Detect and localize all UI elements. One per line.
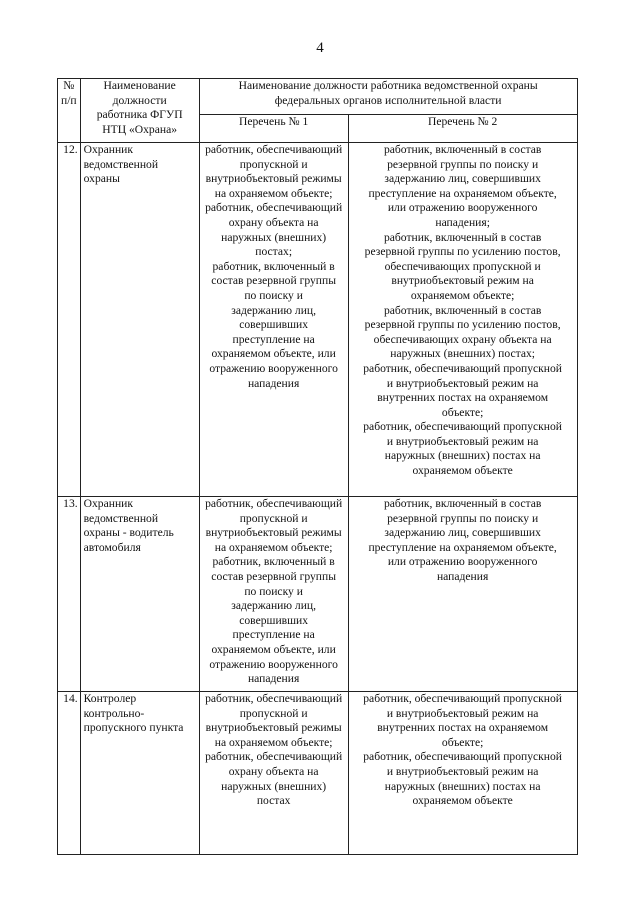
list1-line: пропускной и bbox=[239, 157, 308, 171]
list1-line: работник, обеспечивающий bbox=[205, 201, 343, 215]
header-group-line: федеральных органов исполнительной власти bbox=[274, 93, 502, 107]
list2-line: или отражению вооруженного bbox=[387, 201, 538, 215]
list2-line: преступление на охраняемом объекте, bbox=[368, 186, 557, 200]
header-list2-cell bbox=[348, 115, 577, 143]
page-number: 4 bbox=[316, 40, 324, 56]
list1-line: на охраняемом объекте; bbox=[214, 186, 333, 200]
list2-cell bbox=[348, 143, 577, 497]
list1-line: нападения bbox=[247, 672, 300, 686]
list1-line: постах bbox=[256, 794, 291, 808]
table-row bbox=[58, 497, 578, 692]
list2-line: наружных (внешних) постах на bbox=[384, 449, 541, 463]
list2-line: работник, обеспечивающий пропускной bbox=[363, 361, 563, 375]
position-line: ведомственной bbox=[83, 511, 159, 525]
row-number-cell bbox=[58, 692, 81, 855]
list1-line: по поиску и bbox=[244, 288, 303, 302]
header-num-line: п/п bbox=[61, 93, 77, 107]
position-line: Охранник bbox=[83, 143, 133, 156]
position-line: автомобиля bbox=[83, 540, 141, 554]
list1-line: внутриобъектовый режимы bbox=[205, 721, 342, 735]
list2-line: задержанию лиц, совершивших bbox=[384, 172, 541, 186]
list2-line: работник, обеспечивающий пропускной bbox=[363, 750, 563, 764]
list1-cell bbox=[199, 497, 348, 692]
list1-line: на охраняемом объекте; bbox=[214, 735, 333, 749]
header-position-line: НТЦ «Охрана» bbox=[102, 122, 178, 136]
list1-line: задержанию лиц, bbox=[231, 599, 317, 613]
list2-line: и внутриобъектовый режим на bbox=[386, 706, 539, 720]
position-cell bbox=[80, 143, 199, 497]
list1-cell bbox=[199, 692, 348, 855]
position-line: Контролер bbox=[83, 692, 137, 705]
position-line: пропускного пункта bbox=[83, 721, 184, 735]
list1-line: отражению вооруженного bbox=[209, 657, 338, 671]
list1-line: работник, включенный в bbox=[212, 555, 335, 569]
list1-line: отражению вооруженного bbox=[209, 361, 338, 375]
list2-line: внутренних постах на охраняемом bbox=[377, 721, 549, 735]
list1-line: совершивших bbox=[239, 613, 309, 627]
list2-line: или отражению вооруженного bbox=[387, 555, 538, 569]
list2-line: работник, включенный в состав bbox=[383, 143, 542, 156]
header-group-line: Наименование должности работника ведомственной охраны bbox=[238, 79, 538, 92]
list2-line: преступление на охраняемом объекте, bbox=[368, 540, 557, 554]
list1-line: преступление на bbox=[232, 628, 315, 642]
list2-line: охраняемом объекте bbox=[412, 464, 513, 478]
table-header-row bbox=[58, 79, 578, 115]
list1-line: работник, включенный в bbox=[212, 259, 335, 273]
list1-line: состав резервной группы bbox=[211, 569, 336, 583]
list2-line: охраняемом объекте bbox=[412, 794, 513, 808]
position-line: ведомственной bbox=[83, 157, 159, 171]
header-position-line: Наименование bbox=[103, 79, 176, 92]
list1-line: на охраняемом объекте; bbox=[214, 540, 333, 554]
table-row bbox=[58, 143, 578, 497]
list1-line: охрану объекта на bbox=[228, 764, 319, 778]
list1-line: наружных (внешних) bbox=[221, 230, 327, 244]
position-line: охраны - водитель bbox=[83, 526, 174, 540]
header-group-cell bbox=[199, 79, 577, 115]
list2-line: наружных (внешних) постах; bbox=[390, 347, 535, 361]
header-list1-cell bbox=[199, 115, 348, 143]
list2-line: резервной группы по поиску и bbox=[387, 157, 539, 171]
header-num-cell bbox=[58, 79, 81, 143]
list2-line: обеспечивающих пропускной и bbox=[384, 259, 541, 273]
list2-line: объекте; bbox=[441, 735, 484, 749]
header-position-cell bbox=[80, 79, 199, 143]
list1-line: охраняемом объекте, или bbox=[211, 642, 336, 656]
list1-line: внутриобъектовый режимы bbox=[205, 172, 342, 186]
list1-line: задержанию лиц, bbox=[231, 303, 317, 317]
list1-line: охрану объекта на bbox=[228, 215, 319, 229]
list1-line: пропускной и bbox=[239, 511, 308, 525]
list2-line: работник, обеспечивающий пропускной bbox=[363, 420, 563, 434]
list2-line: работник, обеспечивающий пропускной bbox=[363, 692, 563, 705]
list1-line: состав резервной группы bbox=[211, 274, 336, 288]
list2-line: наружных (внешних) постах на bbox=[384, 779, 541, 793]
list2-line: обеспечивающих охрану объекта на bbox=[373, 332, 552, 346]
list2-line: нападения; bbox=[435, 215, 490, 229]
header-position-line: должности bbox=[112, 93, 167, 107]
header-position-line: работника ФГУП bbox=[96, 108, 183, 122]
list1-line: по поиску и bbox=[244, 584, 303, 598]
position-cell bbox=[80, 692, 199, 855]
list2-line: резервной группы по усилению постов, bbox=[364, 245, 561, 259]
list1-line: работник, обеспечивающий bbox=[205, 143, 343, 156]
list2-line: задержанию лиц, совершивших bbox=[384, 526, 541, 540]
list2-cell bbox=[348, 497, 577, 692]
list1-line: внутриобъектовый режимы bbox=[205, 526, 342, 540]
header-list1-label: Перечень № 1 bbox=[238, 115, 309, 128]
list1-line: пропускной и bbox=[239, 706, 308, 720]
list2-line: и внутриобъектовый режим на bbox=[386, 434, 539, 448]
list2-line: работник, включенный в состав bbox=[383, 303, 542, 317]
list2-line: и внутриобъектовый режим на bbox=[386, 764, 539, 778]
positions-table bbox=[57, 78, 578, 855]
row-number-cell bbox=[58, 143, 81, 497]
list2-line: резервной группы по поиску и bbox=[387, 511, 539, 525]
list2-line: работник, включенный в состав bbox=[383, 497, 542, 510]
list2-line: охраняемом объекте; bbox=[410, 288, 515, 302]
list2-line: внутренних постах на охраняемом bbox=[377, 391, 549, 405]
position-line: Охранник bbox=[83, 497, 133, 510]
list1-line: охраняемом объекте, или bbox=[211, 347, 336, 361]
row-number: 12. bbox=[63, 143, 78, 156]
row-number: 14. bbox=[63, 692, 78, 705]
list1-line: работник, обеспечивающий bbox=[205, 497, 343, 510]
list1-line: совершивших bbox=[239, 318, 309, 332]
list1-cell bbox=[199, 143, 348, 497]
position-cell bbox=[80, 497, 199, 692]
list2-line: нападения bbox=[436, 569, 489, 583]
list2-line: и внутриобъектовый режим на bbox=[386, 376, 539, 390]
list2-line: внутриобъектовый режим на bbox=[391, 274, 534, 288]
list1-line: постах; bbox=[255, 245, 293, 259]
list1-line: преступление на bbox=[232, 332, 315, 346]
header-list2-label: Перечень № 2 bbox=[427, 115, 498, 128]
list2-cell bbox=[348, 692, 577, 855]
position-line: охраны bbox=[83, 172, 120, 186]
list1-line: нападения bbox=[247, 376, 300, 390]
row-number-cell bbox=[58, 497, 81, 692]
list1-line: работник, обеспечивающий bbox=[205, 750, 343, 764]
list2-line: объекте; bbox=[441, 405, 484, 419]
header-num-line: № bbox=[63, 79, 75, 92]
list1-line: наружных (внешних) bbox=[221, 779, 327, 793]
list2-line: резервной группы по усилению постов, bbox=[364, 318, 561, 332]
row-number: 13. bbox=[63, 497, 78, 510]
table-row bbox=[58, 692, 578, 855]
list1-line: работник, обеспечивающий bbox=[205, 692, 343, 705]
position-line: контрольно- bbox=[83, 706, 145, 720]
list2-line: работник, включенный в состав bbox=[383, 230, 542, 244]
